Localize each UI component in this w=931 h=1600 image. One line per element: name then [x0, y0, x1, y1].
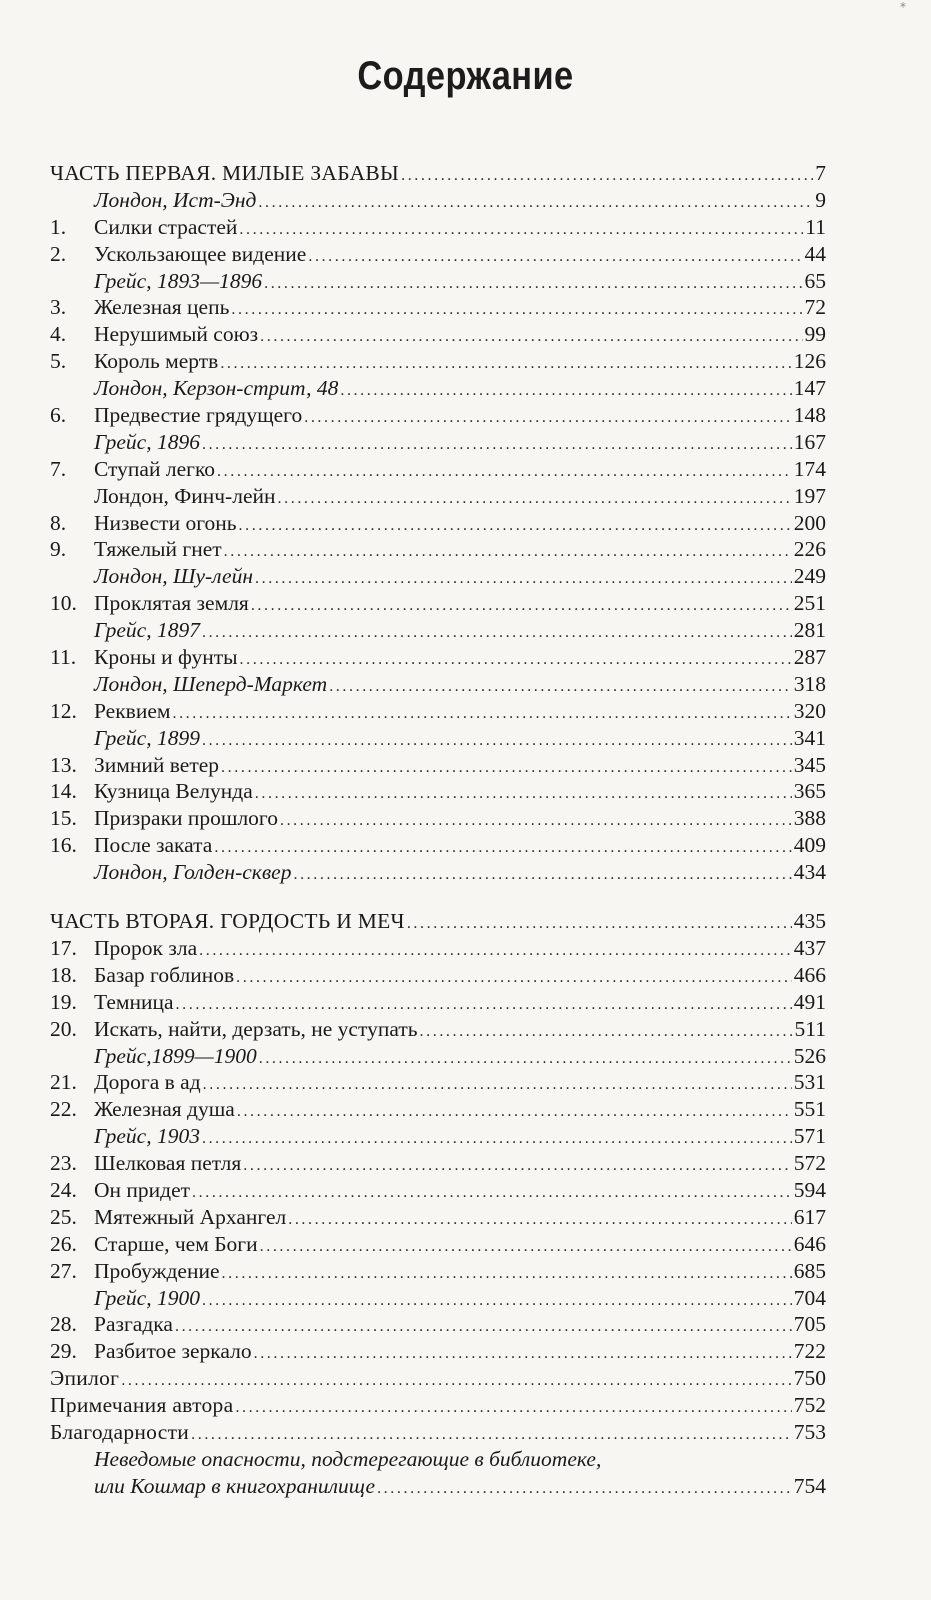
- chapter-number: 4.: [50, 322, 67, 347]
- entry-title: Пророк зла: [94, 935, 198, 960]
- chapter-number: 13.: [50, 752, 77, 777]
- chapter-number: 17.: [50, 935, 77, 960]
- dot-leader: [260, 324, 802, 351]
- dot-leader: [377, 1476, 792, 1503]
- page-number: 11: [805, 214, 826, 239]
- entry-title: Предвестие грядущего: [94, 403, 303, 428]
- dot-leader: [222, 1261, 792, 1288]
- toc-entry: [50, 1258, 826, 1285]
- toc-entry: [50, 321, 826, 348]
- entry-title: Грейс, 1897: [94, 618, 200, 643]
- chapter-number: 26.: [50, 1231, 77, 1256]
- entry-title: ЧАСТЬ ВТОРАЯ. ГОРДОСТЬ И МЕЧ: [50, 909, 405, 934]
- dot-leader: [239, 513, 792, 540]
- chapter-number: 8.: [50, 510, 67, 535]
- page-number: 434: [793, 860, 826, 885]
- entry-title: Пробуждение: [94, 1258, 220, 1283]
- entry-title: Нерушимый союз: [94, 322, 259, 347]
- entry-title: Мятежный Архангел: [94, 1204, 287, 1229]
- toc-entry: [50, 536, 826, 563]
- dot-leader: [259, 1046, 792, 1073]
- dot-leader: [217, 459, 792, 486]
- page-number: 511: [794, 1016, 826, 1041]
- entry-title: После заката: [94, 833, 213, 858]
- toc-entry: [50, 375, 826, 402]
- dot-leader: [308, 244, 802, 271]
- page-number: 388: [793, 806, 826, 831]
- toc-entry: [50, 617, 826, 644]
- toc-entry: [50, 725, 826, 752]
- dot-leader: [255, 781, 792, 808]
- toc-entry: [50, 348, 826, 375]
- entry-title: Разгадка: [94, 1312, 173, 1337]
- page-number: 435: [793, 909, 826, 934]
- toc-entry: [50, 1123, 826, 1150]
- page-number: 72: [804, 295, 826, 320]
- entry-title: Лондон, Керзон-стрит, 48: [94, 376, 339, 401]
- page-number: 722: [793, 1339, 826, 1364]
- toc-entry: [50, 644, 826, 671]
- toc-entry: [50, 402, 826, 429]
- dot-leader: [199, 938, 792, 965]
- dot-leader: [293, 862, 791, 889]
- entry-title: Базар гоблинов: [94, 962, 235, 987]
- page-number: 147: [793, 376, 826, 401]
- toc-entry: [50, 962, 826, 989]
- chapter-number: 9.: [50, 537, 67, 562]
- toc-entry: [50, 859, 826, 886]
- dot-leader: [191, 1422, 792, 1449]
- toc-entry: [50, 1473, 826, 1500]
- dot-leader: [192, 1180, 792, 1207]
- dot-leader: [254, 1341, 792, 1368]
- dot-leader: [202, 620, 792, 647]
- page-number: 750: [793, 1366, 826, 1391]
- chapter-number: 2.: [50, 241, 67, 266]
- toc-entry: [50, 429, 826, 456]
- page-number: 9: [815, 187, 826, 212]
- toc-entry: [50, 1338, 826, 1365]
- toc-entry: [50, 1096, 826, 1123]
- entry-title: Благодарности: [50, 1419, 190, 1444]
- dot-leader: [235, 1395, 791, 1422]
- toc-entry: [50, 590, 826, 617]
- entry-title: Лондон, Финч-лейн: [94, 483, 276, 508]
- toc-entry: [50, 510, 826, 537]
- dot-leader: [407, 911, 792, 938]
- entry-title: ЧАСТЬ ПЕРВАЯ. МИЛЫЕ ЗАБАВЫ: [50, 161, 400, 185]
- entry-title: Ускользающее видение: [94, 241, 307, 266]
- dot-leader: [202, 1288, 792, 1315]
- page-number: 646: [793, 1231, 826, 1256]
- toc-entry: [50, 1392, 826, 1419]
- corner-mark: *: [900, 0, 906, 14]
- page-number: 318: [793, 671, 826, 696]
- chapter-number: 12.: [50, 698, 77, 723]
- dot-leader: [175, 1314, 792, 1341]
- dot-leader: [221, 755, 792, 782]
- page-number: 753: [793, 1419, 826, 1444]
- chapter-number: 29.: [50, 1339, 77, 1364]
- entry-title: Проклятая земля: [94, 591, 249, 616]
- page-number: 526: [793, 1043, 826, 1068]
- chapter-number: 10.: [50, 591, 77, 616]
- entry-title: или Кошмар в книгохранилище: [94, 1473, 376, 1498]
- page-number: 491: [793, 989, 826, 1014]
- entry-title: Он придет: [94, 1177, 191, 1202]
- entry-title: Тяжелый гнет: [94, 537, 222, 562]
- toc-entry: [50, 563, 826, 590]
- entry-title: Грейс, 1893—1896: [94, 268, 263, 293]
- toc-entry: [50, 1150, 826, 1177]
- chapter-number: 11.: [50, 645, 77, 670]
- page-number: 617: [793, 1204, 826, 1229]
- page-number: 167: [793, 429, 826, 454]
- page-number: 572: [793, 1151, 826, 1176]
- entry-title: Грейс, 1899: [94, 725, 200, 750]
- page-number: 65: [804, 268, 826, 293]
- page-number: 148: [793, 403, 826, 428]
- page-number: 226: [793, 537, 826, 562]
- entry-title: Железная цепь: [94, 295, 230, 320]
- entry-title: Лондон, Голден-сквер: [94, 860, 292, 885]
- chapter-number: 18.: [50, 962, 77, 987]
- entry-title: Реквием: [94, 698, 171, 723]
- entry-title: Примечания автора: [50, 1393, 234, 1418]
- chapter-number: 22.: [50, 1097, 77, 1122]
- toc-entry: [50, 1446, 826, 1473]
- dot-leader: [231, 297, 802, 324]
- entry-title: Железная душа: [94, 1097, 235, 1122]
- dot-leader: [420, 1019, 793, 1046]
- entry-title: Ступай легко: [94, 456, 216, 481]
- page-number: 365: [793, 779, 826, 804]
- chapter-number: 24.: [50, 1177, 77, 1202]
- page-number: 466: [793, 962, 826, 987]
- page-number: 320: [793, 698, 826, 723]
- entry-title: Старше, чем Боги: [94, 1231, 258, 1256]
- page-number: 704: [793, 1285, 826, 1310]
- chapter-number: 14.: [50, 779, 77, 804]
- toc-entry: [50, 935, 826, 962]
- dot-leader: [260, 1234, 792, 1261]
- entry-title: Разбитое зеркало: [94, 1339, 252, 1364]
- dot-leader: [202, 728, 792, 755]
- entry-title: Лондон, Шу-лейн: [94, 564, 254, 589]
- toc-entry: [50, 1204, 826, 1231]
- dot-leader: [288, 1207, 792, 1234]
- toc-entry: [50, 805, 826, 832]
- page-number: 571: [793, 1124, 826, 1149]
- toc-entry: [50, 832, 826, 859]
- dot-leader: [224, 539, 792, 566]
- toc-entry: [50, 1419, 826, 1446]
- chapter-number: 15.: [50, 806, 77, 831]
- page-number: 281: [793, 618, 826, 643]
- toc-entry: [50, 1177, 826, 1204]
- entry-title: Дорога в ад: [94, 1070, 201, 1095]
- toc-entry: [50, 1016, 826, 1043]
- dot-leader: [240, 647, 792, 674]
- page-number: 594: [793, 1177, 826, 1202]
- page-number: 531: [793, 1070, 826, 1095]
- toc-entry: [50, 1311, 826, 1338]
- page-number: 437: [793, 935, 826, 960]
- toc-entry: [50, 908, 826, 935]
- entry-title: Искать, найти, дерзать, не уступать: [94, 1016, 418, 1041]
- dot-leader: [121, 1368, 791, 1395]
- page-number: 345: [793, 752, 826, 777]
- dot-leader: [280, 808, 792, 835]
- toc-entry: [50, 1365, 826, 1392]
- entry-title: Темница: [94, 989, 174, 1014]
- dot-leader: [243, 1153, 791, 1180]
- toc-entry: [50, 698, 826, 725]
- entry-title: Силки страстей: [94, 214, 238, 239]
- chapter-number: 6.: [50, 403, 67, 428]
- page-number: 287: [793, 645, 826, 670]
- toc-entry: [50, 241, 826, 268]
- dot-leader: [401, 163, 813, 190]
- dot-leader: [203, 1072, 792, 1099]
- page-number: 685: [793, 1258, 826, 1283]
- entry-title: Грейс,1899—1900: [94, 1043, 257, 1068]
- page-number: 754: [793, 1473, 826, 1498]
- chapter-number: 19.: [50, 989, 77, 1014]
- page-number: 705: [793, 1312, 826, 1337]
- dot-leader: [239, 217, 803, 244]
- toc-entry: [50, 294, 826, 321]
- entry-title: Низвести огонь: [94, 510, 237, 535]
- page-number: 99: [804, 322, 826, 347]
- page-number: 7: [815, 161, 826, 185]
- page-number: 126: [793, 349, 826, 374]
- entry-title: Грейс, 1900: [94, 1285, 200, 1310]
- page-number: 174: [793, 456, 826, 481]
- dot-leader: [304, 405, 792, 432]
- entry-title: Грейс, 1903: [94, 1124, 200, 1149]
- chapter-number: 16.: [50, 833, 77, 858]
- page-number: 44: [804, 241, 826, 266]
- entry-title: Шелковая петля: [94, 1151, 242, 1176]
- toc-entry: [50, 1069, 826, 1096]
- toc-entry: [50, 456, 826, 483]
- dot-leader: [264, 271, 802, 298]
- dot-leader: [255, 566, 792, 593]
- toc-entry: [50, 989, 826, 1016]
- toc-entry: [50, 187, 826, 214]
- page-number: 341: [793, 725, 826, 750]
- chapter-number: 21.: [50, 1070, 77, 1095]
- dot-leader: [202, 432, 792, 459]
- chapter-number: 27.: [50, 1258, 77, 1283]
- chapter-number: 1.: [50, 214, 67, 239]
- entry-title: Зимний ветер: [94, 752, 220, 777]
- toc-entry: [50, 268, 826, 295]
- entry-title: Призраки прошлого: [94, 806, 278, 831]
- chapter-number: 25.: [50, 1204, 77, 1229]
- dot-leader: [214, 835, 791, 862]
- dot-leader: [172, 701, 791, 728]
- toc-entry: [50, 778, 826, 805]
- entry-title: Кроны и фунты: [94, 645, 238, 670]
- dot-leader: [176, 992, 792, 1019]
- chapter-number: 7.: [50, 456, 67, 481]
- toc-entry: [50, 752, 826, 779]
- chapter-number: 3.: [50, 295, 67, 320]
- dot-leader: [278, 486, 792, 513]
- entry-title: Грейс, 1896: [94, 429, 200, 454]
- toc-entry: [50, 671, 826, 698]
- entry-title: Лондон, Ист-Энд: [94, 187, 257, 212]
- toc-entry: [50, 160, 826, 187]
- chapter-number: 23.: [50, 1151, 77, 1176]
- entry-title: Неведомые опасности, подстерегающие в библиотеке,: [94, 1446, 602, 1471]
- dot-leader: [251, 593, 792, 620]
- dot-leader: [220, 351, 791, 378]
- page-number: 249: [793, 564, 826, 589]
- chapter-number: 5.: [50, 349, 67, 374]
- page-number: 409: [793, 833, 826, 858]
- page-number: 752: [793, 1393, 826, 1418]
- entry-title: Лондон, Шеперд-Маркет: [94, 671, 328, 696]
- dot-leader: [236, 965, 792, 992]
- entry-title: Король мертв: [94, 349, 219, 374]
- page-title: Содержание: [357, 54, 574, 98]
- page-number: 251: [793, 591, 826, 616]
- entry-title: Кузница Велунда: [94, 779, 253, 804]
- page-number: 551: [793, 1097, 826, 1122]
- dot-leader: [340, 378, 791, 405]
- page-number: 200: [793, 510, 826, 535]
- table-of-contents: [50, 160, 826, 1500]
- toc-entry: [50, 1285, 826, 1312]
- dot-leader: [237, 1099, 792, 1126]
- page-number: 197: [793, 483, 826, 508]
- toc-entry: [50, 1043, 826, 1070]
- toc-entry: [50, 483, 826, 510]
- chapter-number: 20.: [50, 1016, 77, 1041]
- dot-leader: [329, 674, 792, 701]
- chapter-number: 28.: [50, 1312, 77, 1337]
- toc-entry: [50, 1231, 826, 1258]
- entry-title: Эпилог: [50, 1366, 120, 1391]
- toc-entry: [50, 214, 826, 241]
- dot-leader: [258, 190, 813, 217]
- dot-leader: [202, 1126, 792, 1153]
